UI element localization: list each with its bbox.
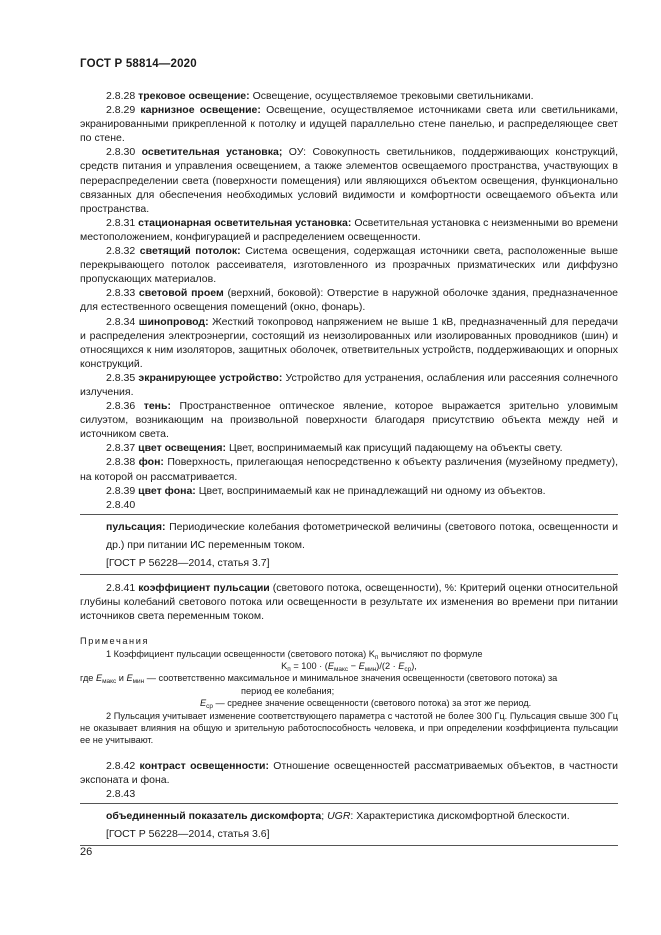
term-2-8-41: 2.8.41 коэффициент пульсации (светового потока, освещенности), %: Критерий оценки относительной глубины колебаний светового потока или освещенности в результате их изменения во времени при питании источников света переменным током. [80, 581, 618, 622]
page-number: 26 [80, 846, 93, 858]
term-definition: ОУ: Совокупность светильников, поддерживающих конструкций, средств питания и управления освещением, а также элементов освещаемого пространства, участвующих в перераспределении света (поверхности помещения) или являющихся объектом освещения, функционально связанных для обеспечения необходимых условий видимости и комфортности освещаемого объекта или пространства. [80, 146, 619, 215]
term-title: объединенный показатель дискомфорта [106, 810, 322, 823]
term-2-8-35: 2.8.35 экранирующее устройство: Устройство для устранения, ослабления или рассеяния солнечного излучения. [80, 371, 618, 398]
formula-where-1: где $E_{макс}$ и $E_{мин}$ — соответственно максимальное и минимальное значения освещенности (светового потока) за [80, 673, 558, 686]
term-2-8-37: 2.8.37 цвет освещения: Цвет, воспринимаемый как присущий падающему на объекты свету. [106, 442, 563, 455]
term-2-8-42: 2.8.42 контраст освещенности: Отношение освещенностей рассматриваемых объектов, в частности экспоната и фона. [80, 759, 618, 786]
note-1: 1 Коэффициент пульсации освещенности (светового потока) $K_п$ вычисляют по формуле [106, 648, 483, 661]
term-definition: Система освещения, содержащая источники света, расположенные выше перекрывающего потолок рассеивателя, изготовленного из прозрачных призматических или диффузно пропускающих материалов. [80, 245, 618, 286]
term-2-8-43-number: 2.8.43 [106, 787, 136, 800]
term-abbreviation: UGR [327, 810, 351, 823]
term-definition: (светового потока, освещенности), %: Критерий оценки относительной глубины колебаний светового потока или освещенности в результате их изменения во времени при питании источников света переменным током. [80, 581, 618, 622]
notes-block [80, 635, 618, 747]
term-definition: Поверхность, прилегающая непосредственно к объекту различения (музейному предмету), на которой он рассматривается. [80, 456, 618, 483]
term-2-8-29: 2.8.29 карнизное освещение: Освещение, осуществляемое источниками света или светильниками, экранированными прикрепленной к потолку и идущей параллельно стене панелью, и распределяющее свет по стене. [80, 104, 619, 145]
term-definition: Цвет, воспринимаемый как не принадлежащий ни одному из объектов. [195, 484, 546, 497]
term-definition: Цвет, воспринимаемый как присущий падающему на объекты свету. [226, 442, 563, 455]
term-2-8-40 [106, 518, 618, 554]
reference-source: [ГОСТ Р 56228—2014, статья 3.7] [106, 556, 270, 569]
term-title: экранирующее устройство: [138, 371, 283, 384]
term-title: пульсация: [106, 520, 166, 533]
term-definition: Пространственное оптическое явление, которое выражается зрительно уловимым силуэтом, возникающим на произвольной поверхности благодаря присутствию объекта между ней и источником света. [80, 400, 618, 441]
term-title: шинопровод: [138, 315, 209, 328]
term-2-8-32: 2.8.32 светящий потолок: Система освещения, содержащая источники света, расположенные выше перекрывающего потолок рассеивателя, изготовленного из прозрачных призматических или диффузно пропускающих материалов. [80, 245, 618, 286]
term-title: фон: [138, 456, 164, 469]
term-2-8-33: 2.8.33 световой проем (верхний, боковой): Отверстие в наружной оболочке здания, предназначенное для естественного освещения помещений (окно, фонарь). [80, 287, 619, 314]
term-2-8-39: 2.8.39 цвет фона: Цвет, воспринимаемый как не принадлежащий ни одному из объектов. [106, 484, 546, 497]
term-title: цвет фона: [138, 484, 196, 497]
term-definition: Освещение, осуществляемое источниками света или светильниками, экранированными прикрепленной к потолку и идущей параллельно стене панелью, и распределяющее свет по стене. [80, 104, 619, 145]
term-title: цвет освещения: [138, 442, 227, 455]
term-title: трековое освещение: [138, 90, 250, 102]
term-title: световой проем [138, 287, 224, 300]
term-2-8-34: 2.8.34 шинопровод: Жесткий токопровод напряжением не выше 1 кВ, предназначенный для передачи и распределения электроэнергии, состоящий из неизолированных или изолированных проводников (шин) и относящихся к ним изоляторов, защитных оболочек, ответвительных устройств, поддерживающих и опорных конструкций. [80, 315, 618, 370]
reference-box-pulsation [80, 514, 618, 575]
terms-list-a [80, 89, 618, 498]
term-title: карнизное освещение: [140, 104, 261, 117]
reference-box-ugr [80, 803, 618, 846]
term-2-8-31: 2.8.31 стационарная осветительная установка: Осветительная установка с неизменными во времени местоположением, конфигурацией и распределением освещенности. [80, 216, 619, 243]
term-2-8-43: объединенный показатель дискомфорта; UGR: Характеристика дискомфортной блескости. [106, 810, 570, 823]
term-2-8-30: 2.8.30 осветительная установка; ОУ: Совокупность светильников, поддерживающих конструкций, средств питания и управления освещением, а также элементов освещаемого пространства, участвующих в перераспределении света (поверхности помещения) или являющихся объектом освещения, функционально связанных для обеспечения необходимых условий видимости и комфортности освещаемого объекта или пространства. [80, 146, 619, 215]
document-body [80, 89, 618, 846]
formula-where-2: $E_{ср}$ — среднее значение освещенности (светового потока) за этот же период. [200, 698, 532, 711]
term-definition: Жесткий токопровод напряжением не выше 1 кВ, предназначенный для передачи и распределения электроэнергии, состоящий из неизолированных или изолированных проводников (шин) и относящихся к ним изоляторов, защитных оболочек, ответвительных устройств, поддерживающих и опорных конструкций. [80, 315, 618, 370]
term-2-8-40-number: 2.8.40 [106, 498, 136, 511]
term-definition: Освещение, осуществляемое трековыми светильниками. [249, 90, 534, 102]
notes-title: Примечания [80, 636, 150, 647]
term-2-8-38: 2.8.38 фон: Поверхность, прилегающая непосредственно к объекту различения (музейному предмету), на которой он рассматривается. [80, 456, 618, 483]
term-2-8-28: 2.8.28 трековое освещение: Освещение, осуществляемое трековыми светильниками. [106, 90, 534, 102]
term-title: коэффициент пульсации [138, 581, 270, 594]
term-2-8-36: 2.8.36 тень: Пространственное оптическое явление, которое выражается зрительно уловимым силуэтом, возникающим на произвольной поверхности благодаря присутствию объекта между ней и источником света. [80, 400, 618, 441]
term-title: контраст освещенности: [139, 759, 269, 772]
document-header: ГОСТ Р 58814—2020 [80, 58, 197, 70]
formula-where-1-cont: период ее колебания; [241, 685, 335, 696]
term-definition: : Характеристика дискомфортной блескости. [350, 810, 570, 823]
pulsation-formula: $K_п = 100 \cdot (E_{макс} - E_{мин})/(2 \cdot E_{ср})$, [281, 660, 417, 673]
reference-source: [ГОСТ Р 56228—2014, статья 3.6] [106, 828, 270, 841]
note-2: 2 Пульсация учитывает изменение соответствующего параметра с частотой не более 300 Гц. Пульсация свыше 300 Гц не оказывает влияния на общую и зрительную работоспособность человека, и при определении коэффициента пульсации ее не учитывают. [80, 710, 618, 746]
term-definition: Осветительная установка с неизменными во времени местоположением, конфигурацией и распределением освещенности. [80, 216, 619, 243]
term-title: осветительная установка; [141, 146, 283, 159]
term-title: светящий потолок: [139, 245, 241, 258]
term-definition: Отношение освещенностей рассматриваемых объектов, в частности экспоната и фона. [80, 759, 618, 786]
term-title: тень: [143, 400, 171, 413]
term-definition: Периодические колебания фотометрической величины (светового потока, освещенности и др.) при питании ИС переменным током. [106, 520, 618, 551]
term-title: стационарная осветительная установка: [138, 216, 352, 229]
term-definition: (верхний, боковой): Отверстие в наружной оболочке здания, предназначенное для естественного освещения помещений (окно, фонарь). [80, 287, 619, 314]
term-definition: Устройство для устранения, ослабления или рассеяния солнечного излучения. [80, 371, 618, 398]
